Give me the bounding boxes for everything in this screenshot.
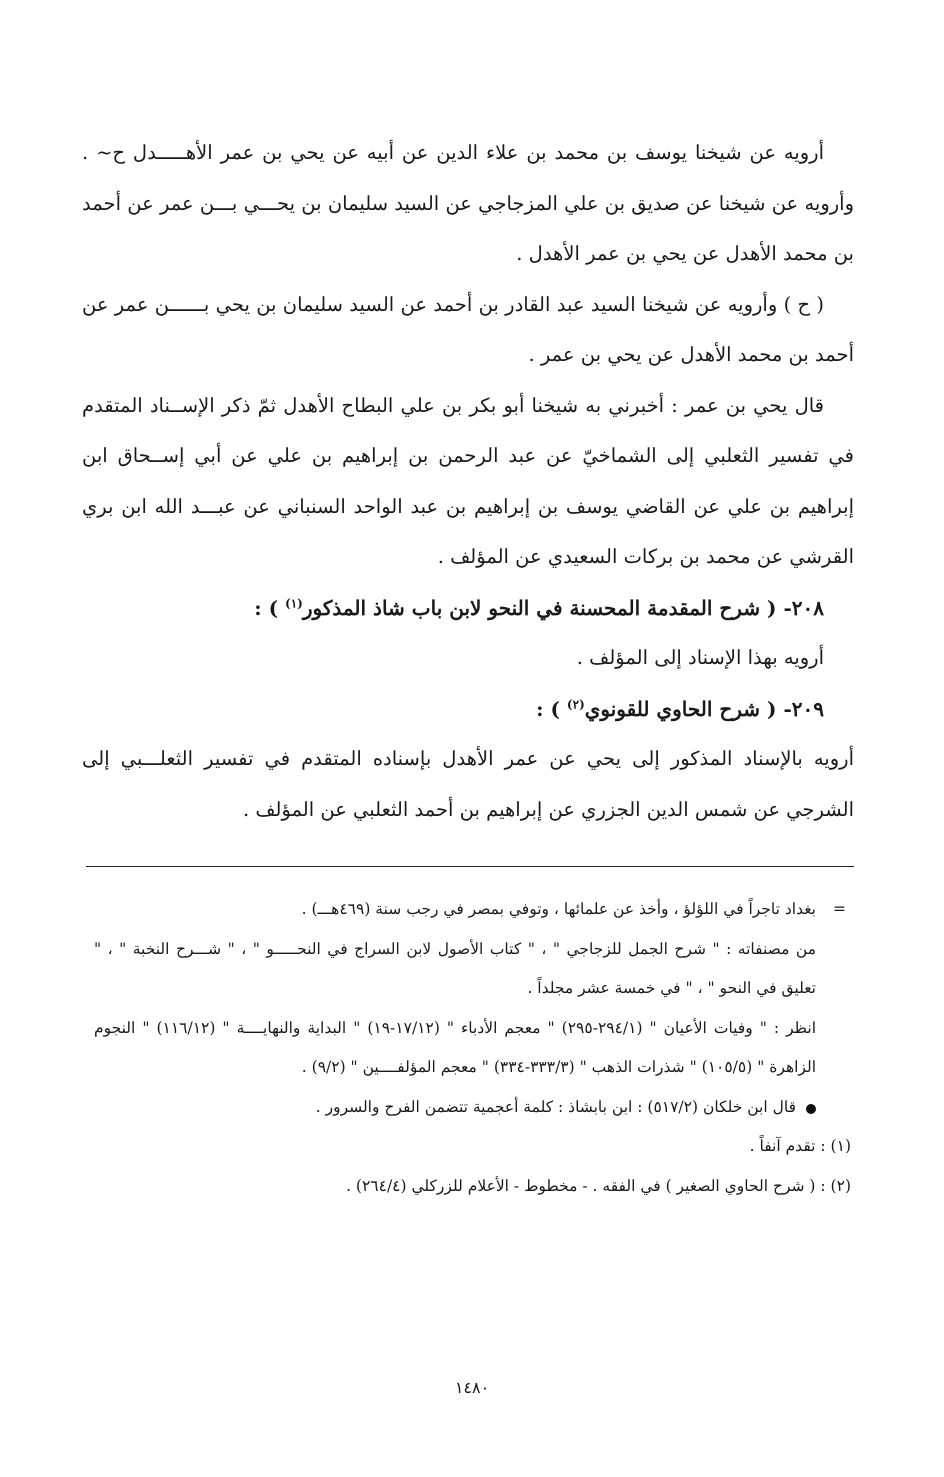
entry-208-title: ٢٠٨- ( شرح المقدمة المحسنة في النحو لابن باب شاذ المذكور bbox=[302, 595, 824, 620]
entry-209-text: أرويه بالإسناد المذكور إلى يحي عن عمر الأهدل بإسناده المتقدم في تفسير الثعلـــبي إلى الشرجي عن شمس الدين الجزري عن إبراهيم بن أحمد الثعلبي عن المؤلف . bbox=[82, 747, 854, 821]
entry-209-heading bbox=[82, 684, 854, 735]
paragraph-isnad-1: أرويه عن شيخنا يوسف بن محمد بن علاء الدين عن أبيه عن يحي بن عمر الأهـــــدل ح~ . وأرويه عن شيخنا عن صديق بن علي المزجاجي عن السيد سليمان بن يحـــي بـــن عمر عن أحمد بن محمد الأهدل عن يحي بن عمر الأهدل . bbox=[82, 141, 854, 265]
footnote-1: (١) : تقدم آنفاً . bbox=[749, 1137, 851, 1155]
paragraph-isnad-3: قال يحي بن عمر : أخبرني به شيخنا أبو بكر بن علي البطاح الأهدل ثمّ ذكر الإســناد المتقدم في تفسير الثعلبي إلى الشماخيّ عن عبد الرحمن بن إبراهيم بن علي عن أبي إســحاق ابن إبراهيم بن علي عن القاضي يوسف بن إبراهيم بن عبد الواحد السنباني عن عبـــد الله ابن بري القرشي عن محمد بن بركات السعيدي عن المؤلف . bbox=[82, 393, 854, 568]
footnote-divider bbox=[86, 866, 854, 867]
entry-208-heading bbox=[82, 583, 854, 634]
entry-209-title: ٢٠٩- ( شرح الحاوي للقونوي bbox=[584, 696, 824, 721]
entry-208-text: أرويه بهذا الإسناد إلى المؤلف . bbox=[576, 646, 824, 669]
footnote-sources: انظر : " وفيات الأعيان " (٢٩٤/١-٢٩٥) " معجم الأدباء " (١٧/١٢-١٩) " البداية والنهايــــة " (١١٦/١٢) " النجوم الزاهرة " (١٠٥/٥) " شذرات الذهب " (٣٣٣/٣-٣٣٤) " معجم المؤلفــــين " (٩/٢) . bbox=[94, 1018, 816, 1076]
entry-208-close: ) : bbox=[254, 595, 279, 620]
footnotes bbox=[94, 890, 851, 1206]
continuation-marker: = bbox=[833, 900, 846, 918]
entry-209-close: ) : bbox=[536, 696, 560, 721]
continuation-text: بغداد تاجراً في اللؤلؤ ، وأخذ عن علمائها ، وتوفي بمصر في رجب سنة (٤٦٩هـــ) . bbox=[301, 900, 816, 918]
footnote-2: (٢) : ( شرح الحاوي الصغير ) في الفقه . - مخطوط - الأعلام للزركلي (٢٦٤/٤) . bbox=[346, 1176, 851, 1195]
bullet-text: قال ابن خلكان (٥١٧/٢) : ابن بابشاذ : كلمة أعجمية تتضمن الفرح والسرور . bbox=[315, 1097, 796, 1116]
footnote-ref-1: (١) bbox=[285, 595, 303, 610]
main-text bbox=[82, 128, 854, 835]
paragraph-isnad-2: ( ح ) وأرويه عن شيخنا السيد عبد القادر بن أحمد عن السيد سليمان بن يحي بــــــن عمر عن أحمد بن محمد الأهدل عن يحي بن عمر . bbox=[82, 292, 854, 366]
bullet-icon bbox=[806, 1104, 816, 1114]
footnote-continuation bbox=[94, 890, 846, 930]
footnote-bullet-line bbox=[94, 1088, 816, 1128]
page-number: ١٤٨٠ bbox=[454, 1378, 490, 1397]
footnote-works: من مصنفاته : " شرح الجمل للزجاجي " ، " كتاب الأصول لابن السراج في النحـــــو " ، " شـــرح النخبة " ، " تعليق في النحو " ، " في خمسة عشر مجلداً . bbox=[94, 939, 816, 997]
footnote-ref-2: (٢) bbox=[566, 696, 585, 711]
